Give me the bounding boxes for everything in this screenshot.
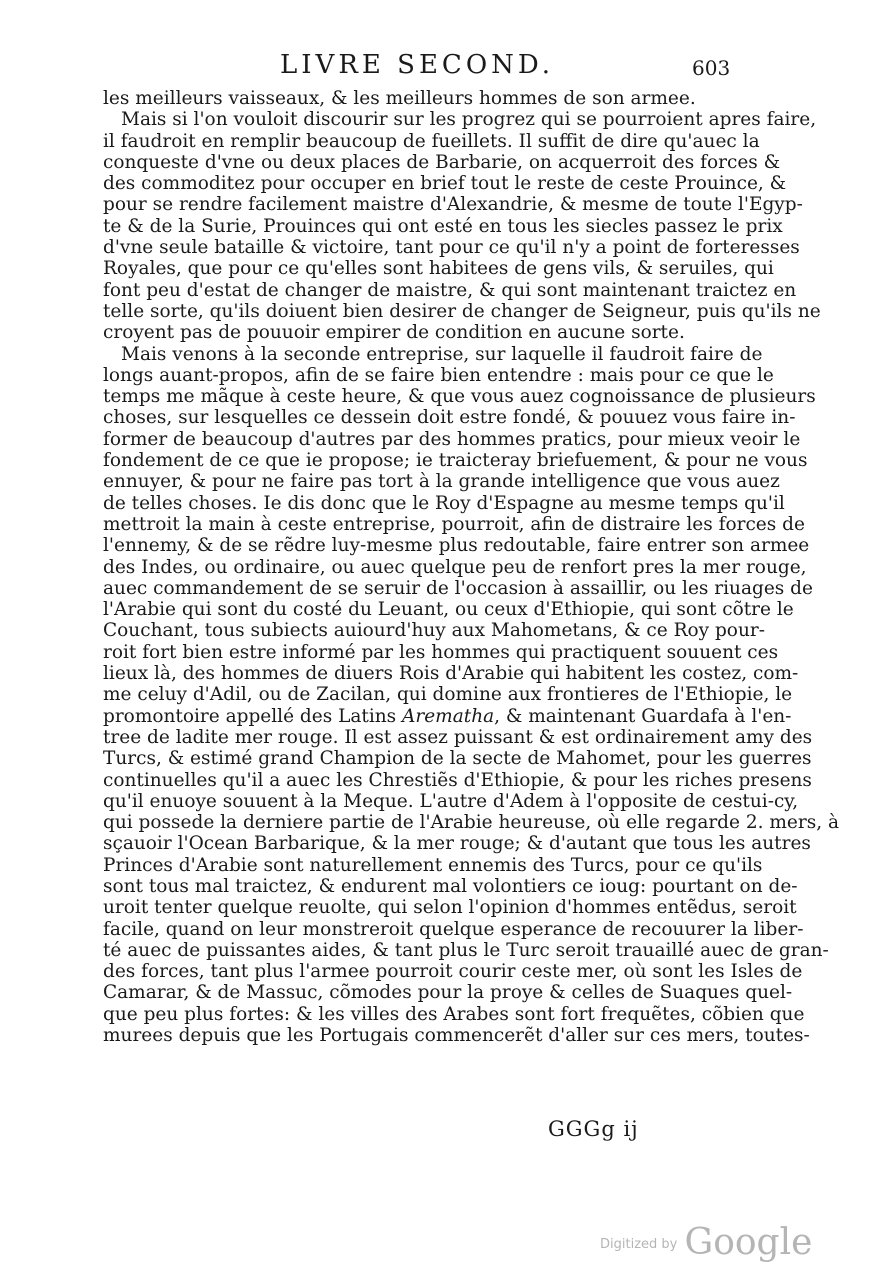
text-line: choses, sur lesquelles ce dessein doit estre fondé, & pouuez vous faire in-	[103, 407, 796, 429]
text-line: les meilleurs vaisseaux, & les meilleurs hommes de son armee.	[103, 88, 696, 109]
text-line: conqueste d'vne ou deux places de Barbarie, on acquerroit des forces &	[103, 151, 781, 173]
text-line: font peu d'estat de changer de maistre, & qui sont maintenant traictez en	[103, 279, 797, 301]
running-title: LIVRE SECOND.	[280, 50, 555, 80]
text-line: des Indes, ou ordinaire, ou auec quelque peu de renfort pres la mer rouge,	[103, 556, 807, 578]
text-line: mettroit la main à ceste entreprise, pourroit, afin de distraire les forces de	[103, 513, 805, 535]
body-text	[103, 88, 840, 1047]
text-line: telle sorte, qu'ils doiuent bien desirer de changer de Seigneur, puis qu'ils ne	[103, 300, 821, 322]
text-line: croyent pas de pouuoir empirer de condition en aucune sorte.	[103, 322, 685, 344]
page-header	[0, 50, 877, 84]
text-line: tree de ladite mer rouge. Il est assez puissant & est ordinairement amy des	[103, 726, 813, 748]
text-line: auec commandement de se seruir de l'occasion à assaillir, ou les riuages de	[103, 577, 813, 599]
text-line: te & de la Surie, Prouinces qui ont esté en tous les siecles passez le prix	[103, 215, 783, 237]
text-line: uroit tenter quelque reuolte, qui selon l'opinion d'hommes entẽdus, seroit	[103, 897, 797, 919]
text-line: me celuy d'Adil, ou de Zacilan, qui domine aux frontieres de l'Ethiopie, le	[103, 684, 793, 706]
digitized-watermark	[600, 1222, 812, 1263]
text-line: Princes d'Arabie sont naturellement ennemis des Turcs, pour ce qu'ils	[103, 854, 763, 876]
text-line: l'ennemy, & de se rẽdre luy-mesme plus redoutable, faire entrer son armee	[103, 535, 810, 557]
page-number: 603	[692, 56, 731, 80]
text-line: temps me mãque à ceste heure, & que vous auez cognoissance de plusieurs	[103, 386, 816, 408]
text-line: pour se rendre facilement maistre d'Alexandrie, & mesme de toute l'Egyp-	[103, 194, 803, 216]
text-line: que peu plus fortes: & les villes des Arabes sont fort frequẽtes, cõbien que	[103, 1003, 805, 1025]
text-line: l'Arabie qui sont du costé du Leuant, ou ceux d'Ethiopie, qui sont cõtre le	[103, 599, 794, 621]
text-line: fondement de ce que ie propose; ie traicteray briefuement, & pour ne vous	[103, 450, 808, 472]
text-line: former de beaucoup d'autres par des hommes pratics, pour mieux veoir le	[103, 428, 801, 450]
text-line: lieux là, des hommes de diuers Rois d'Arabie qui habitent les costez, com-	[103, 663, 799, 685]
text-line: de telles choses. Ie dis donc que le Roy d'Espagne au mesme temps qu'il	[103, 492, 785, 514]
text-line: Turcs, & estimé grand Champion de la secte de Mahomet, pour les guerres	[103, 748, 812, 770]
text-line: des forces, tant plus l'armee pourroit courir ceste mer, où sont les Isles de	[103, 961, 803, 983]
text-line: ennuyer, & pour ne faire pas tort à la grande intelligence que vous auez	[103, 471, 780, 493]
text-line: qu'il enuoye souuent à la Meque. L'autre d'Adem à l'opposite de cestui-cy,	[103, 790, 799, 812]
text-line: facile, quand on leur monstreroit quelque esperance de recouurer la liber-	[103, 918, 804, 940]
text-line: Mais venons à la seconde entreprise, sur laquelle il faudroit faire de	[121, 343, 763, 365]
text-line: d'vne seule bataille & victoire, tant pour ce qu'il n'y a point de forteresses	[103, 237, 800, 259]
text-line: qui possede la derniere partie de l'Arabie heureuse, où elle regarde 2. mers, à	[103, 812, 840, 834]
text-line: promontoire appellé des Latins Arematha, & maintenant Guardafa à l'en-	[103, 705, 792, 727]
text-line: longs auant-propos, afin de se faire bien entendre : mais pour ce que le	[103, 364, 774, 386]
text-line: murees depuis que les Portugais commencerẽt d'aller sur ces mers, toutes-	[103, 1025, 810, 1047]
text-line: roit fort bien estre informé par les hommes qui practiquent souuent ces	[103, 641, 779, 663]
google-logo: Google	[684, 1222, 813, 1263]
text-line: Couchant, tous subiects auiourd'huy aux Mahometans, & ce Roy pour-	[103, 620, 765, 642]
text-line: Royales, que pour ce qu'elles sont habitees de gens vils, & seruiles, qui	[103, 258, 774, 280]
text-line: Camarar, & de Massuc, cõmodes pour la proye & celles de Suaques quel-	[103, 982, 793, 1004]
text-line: té auec de puissantes aides, & tant plus le Turc seroit trauaillé auec de gran-	[103, 939, 829, 961]
text-line: sçauoir l'Ocean Barbarique, & la mer rouge; & d'autant que tous les autres	[103, 833, 811, 855]
italic-latin-word: Arematha	[402, 705, 495, 727]
text-line: il faudroit en remplir beaucoup de fueillets. Il suffit de dire qu'auec la	[103, 130, 760, 152]
text-line: Mais si l'on vouloit discourir sur les progrez qui se pourroient apres faire,	[121, 109, 817, 131]
text-line: des commoditez pour occuper en brief tout le reste de ceste Prouince, &	[103, 173, 787, 195]
watermark-prefix: Digitized by	[600, 1237, 678, 1252]
text-line: continuelles qu'il a auec les Chrestiẽs d'Ethiopie, & pour les riches presens	[103, 769, 812, 791]
text-line: sont tous mal traictez, & endurent mal volontiers ce ioug: pourtant on de-	[103, 875, 798, 897]
signature-mark: GGGg ij	[548, 1117, 639, 1141]
